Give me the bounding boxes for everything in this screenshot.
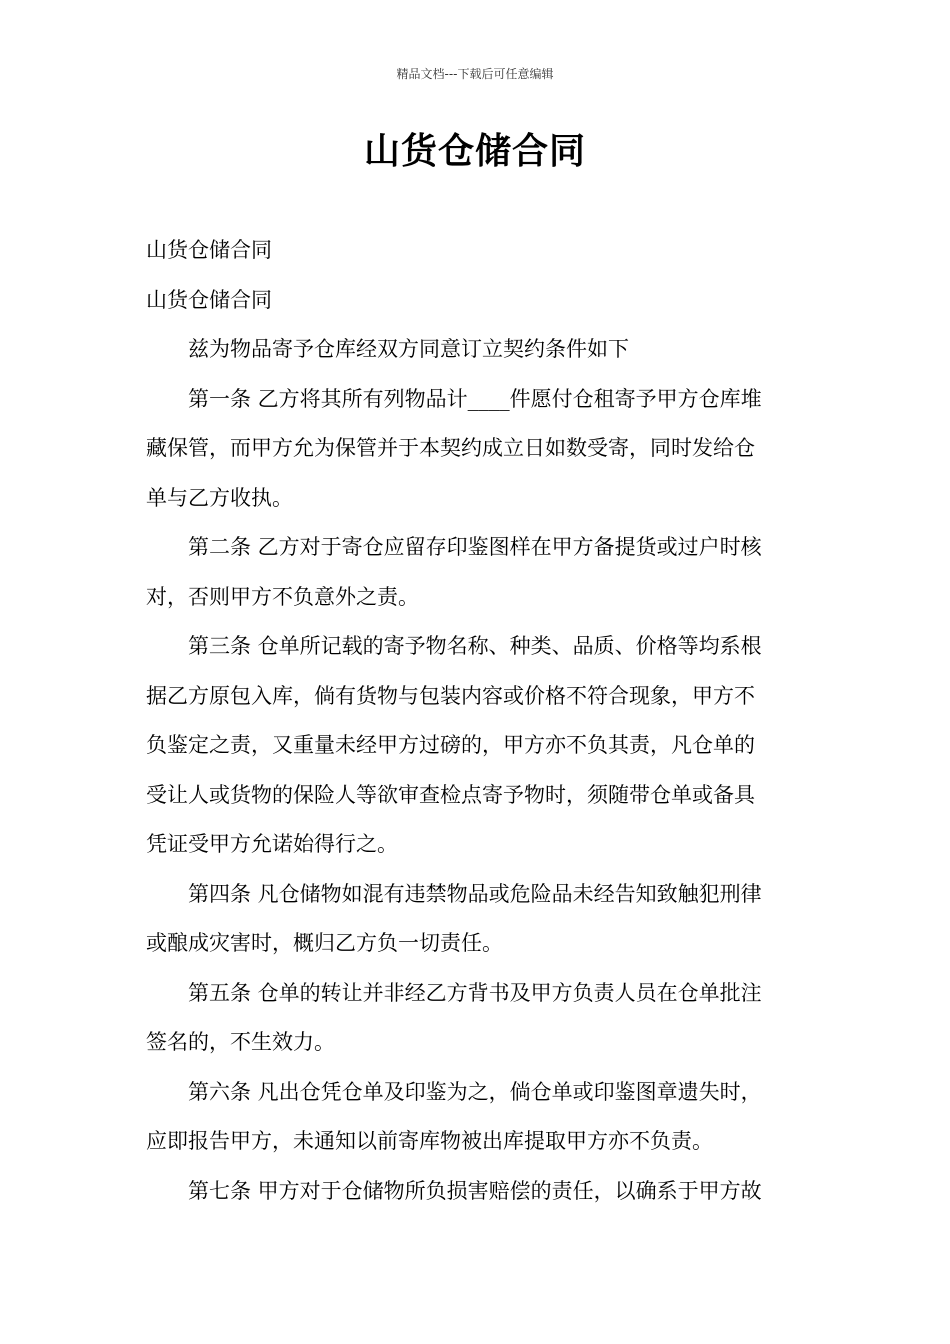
body-line: 山货仓储合同 xyxy=(146,238,272,262)
body-line: 负鉴定之责，又重量未经甲方过磅的，甲方亦不负其责，凡仓单的 xyxy=(146,733,755,757)
body-line: 第六条 凡出仓凭仓单及印鉴为之，倘仓单或印鉴图章遗失时， xyxy=(188,1079,762,1104)
body-line: 据乙方原包入库，倘有货物与包装内容或价格不符合现象，甲方不 xyxy=(146,683,755,708)
body-line: 应即报告甲方，未通知以前寄库物被出库提取甲方亦不负责。 xyxy=(146,1129,713,1153)
page-header-note: 精品文档---下载后可任意编辑 xyxy=(396,67,554,81)
body-line: 第二条 乙方对于寄仓应留存印鉴图样在甲方备提货或过户时核 xyxy=(188,535,762,559)
body-line: 第七条 甲方对于仓储物所负损害赔偿的责任，以确系于甲方故 xyxy=(188,1178,762,1203)
body-line: 藏保管，而甲方允为保管并于本契约成立日如数受寄，同时发给仓 xyxy=(146,436,755,460)
body-line: 第五条 仓单的转让并非经乙方背书及甲方负责人员在仓单批注 xyxy=(188,980,762,1005)
body-line: 山货仓储合同 xyxy=(146,287,272,312)
body-line: 第一条 乙方将其所有列物品计____件愿付仓租寄予甲方仓库堆 xyxy=(188,386,762,411)
document-title: 山货仓储合同 xyxy=(363,131,586,172)
body-line: 对，否则甲方不负意外之责。 xyxy=(146,584,419,609)
document-body xyxy=(146,226,806,1216)
body-line: 凭证受甲方允诺始得行之。 xyxy=(146,832,398,856)
body-line: 受让人或货物的保险人等欲审查检点寄予物时，须随带仓单或备具 xyxy=(146,782,755,807)
body-line: 或酿成灾害时，概归乙方负一切责任。 xyxy=(146,931,503,955)
body-line: 第四条 凡仓储物如混有违禁物品或危险品未经告知致触犯刑律 xyxy=(188,881,762,906)
body-line: 第三条 仓单所记载的寄予物名称、种类、品质、价格等均系根 xyxy=(188,634,762,658)
body-line: 兹为物品寄予仓库经双方同意订立契约条件如下 xyxy=(188,337,629,361)
body-line: 单与乙方收执。 xyxy=(146,485,293,510)
body-line: 签名的，不生效力。 xyxy=(146,1030,335,1054)
